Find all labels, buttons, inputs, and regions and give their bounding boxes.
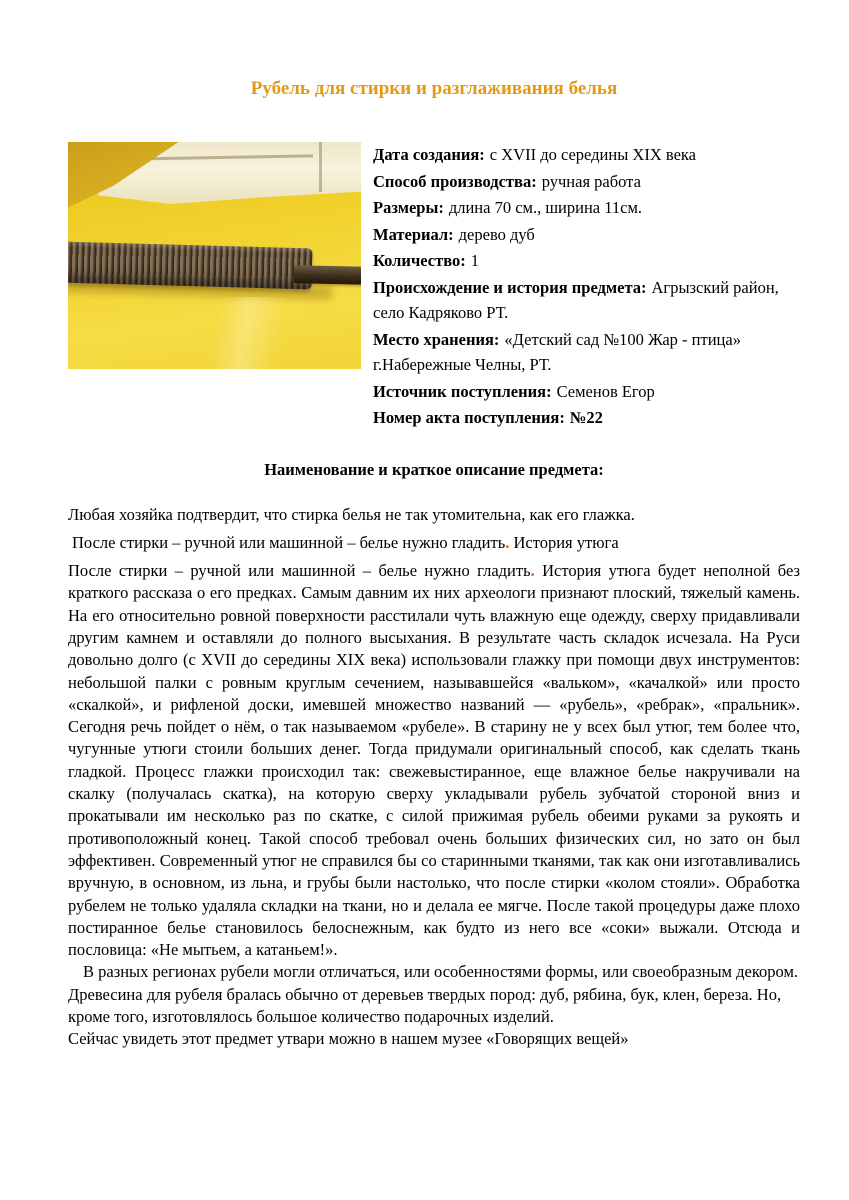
meta-value: дерево дуб — [458, 224, 535, 244]
meta-row-acquisition-act-number — [373, 405, 800, 431]
meta-value: Агрызский район, село Кадряково РТ. — [373, 277, 779, 322]
meta-label: Размеры: — [373, 198, 444, 217]
rubel-photo — [68, 142, 361, 369]
meta-row-acquisition-source — [373, 379, 800, 405]
paragraph-run: История утюга будет неполной без краткого рассказа о его предках. Самым давним их них археологи признают плоский, тяжелый камень. На его относительно ровной поверхности расстилали чуть влажную еще одежду, сверху придавливали другим камнем и оставляли до полного высыхания. В результате часть складок исчезала. На Руси довольно долго (с XVII до середины XIX века) использовали глажку при помощи двух инструментов: небольшой палки с ровным круглым сечением, называвшейся «вальком», «качалкой» или просто «скалкой», и рифленой доски, имевшей множество названий — «рубель», «ребрак», «пральник». Сегодня речь пойдет о нём, о так называемом «рубеле». В старину не у всех был утюг, тем более что, чугунные утюги стоили больших денег. Тогда придумали оригинальный способ, как сделать ткань гладкой. Процесс глажки происходил так: свежевыстиранное, еще влажное белье накручивали на скалку (получалась скатка), на которую сверху укладывали рубель зубчатой стороной вниз и прокатывали им несколько раз по скатке, с силой прижимая рубель обеими руками за рукоять и противоположный конец. Такой способ требовал очень больших физических сил, но зато он был эффективен. Современный утюг не справился бы со старинными тканями, так как они изготавливались вручную, в основном, из льна, и грубы были настолько, что после стирки «колом стояли». Обработка рубелем не только удаляла складки на ткани, но и делала ее мягче. После такой процедуры даже плохо постиранное белье становилось белоснежным, как будто из него все «соки» выжали. Отсюда и пословица: «Не мытьем, а катаньем!». — [68, 561, 800, 960]
section-heading: Наименование и краткое описание предмета: — [264, 459, 604, 479]
meta-label: Происхождение и история предмета: — [373, 277, 647, 297]
paragraph-history — [68, 560, 800, 961]
meta-label: Источник поступления: — [373, 381, 552, 401]
meta-row-origin-history — [373, 275, 800, 326]
meta-value: 1 — [470, 251, 479, 270]
meta-value: с XVII до середины XIX века — [489, 145, 696, 164]
paragraph-run: После стирки – ручной или машинной – белье нужно гладить — [68, 561, 531, 581]
meta-value: Семенов Егор — [556, 381, 655, 401]
paragraph-museum: Сейчас увидеть этот предмет утвари можно в нашем музее «Говорящих вещей» — [68, 1029, 629, 1049]
meta-value: длина 70 см., ширина 11см. — [448, 198, 643, 217]
paragraph-run: После стирки – ручной или машинной – белье нужно гладить — [72, 532, 506, 552]
meta-value: ручная работа — [541, 171, 641, 191]
paragraph-after-washing — [68, 532, 800, 554]
top-section — [68, 142, 800, 432]
paragraph-run: История утюга — [509, 532, 619, 552]
meta-label: Место хранения: — [373, 329, 500, 349]
meta-value: №22 — [569, 408, 603, 427]
photo-reflection — [68, 297, 361, 369]
rubel-handle — [294, 265, 361, 284]
meta-label: Способ производства: — [373, 171, 537, 191]
meta-row-storage-location — [373, 327, 800, 378]
meta-label: Дата создания: — [373, 145, 485, 164]
metadata-list — [373, 142, 800, 432]
meta-row-material — [373, 222, 800, 248]
meta-row-production-method — [373, 169, 800, 195]
paragraph-regions: В разных регионах рубели могли отличаться, или особенностями формы, или своеобразным декором. Древесина для рубеля бралась обычно от деревьев твердых пород: дуб, рябина, бук, клен, береза. Но, кроме того, изготовлялось большое количество подарочных изделий. — [68, 962, 799, 1027]
meta-label: Количество: — [373, 251, 466, 270]
paragraph-intro: Любая хозяйка подтвердит, что стирка белья не так утомительна, как его глажка. — [68, 504, 635, 524]
meta-row-quantity — [373, 248, 800, 274]
meta-row-dimensions — [373, 195, 800, 221]
page-title: Рубель для стирки и разглаживания белья — [250, 78, 618, 99]
rubel-ribbed-board — [68, 241, 313, 289]
meta-label: Номер акта поступления: — [373, 408, 565, 427]
meta-value: «Детский сад №100 Жар - птица» г.Набережные Челны, РТ. — [373, 329, 741, 374]
photo-panel-seam-vertical — [319, 142, 322, 192]
meta-label: Материал: — [373, 224, 454, 244]
meta-row-creation-date — [373, 142, 800, 168]
accent-period: . — [505, 532, 510, 552]
accent-period: . — [530, 561, 535, 581]
body-text — [68, 504, 800, 1051]
